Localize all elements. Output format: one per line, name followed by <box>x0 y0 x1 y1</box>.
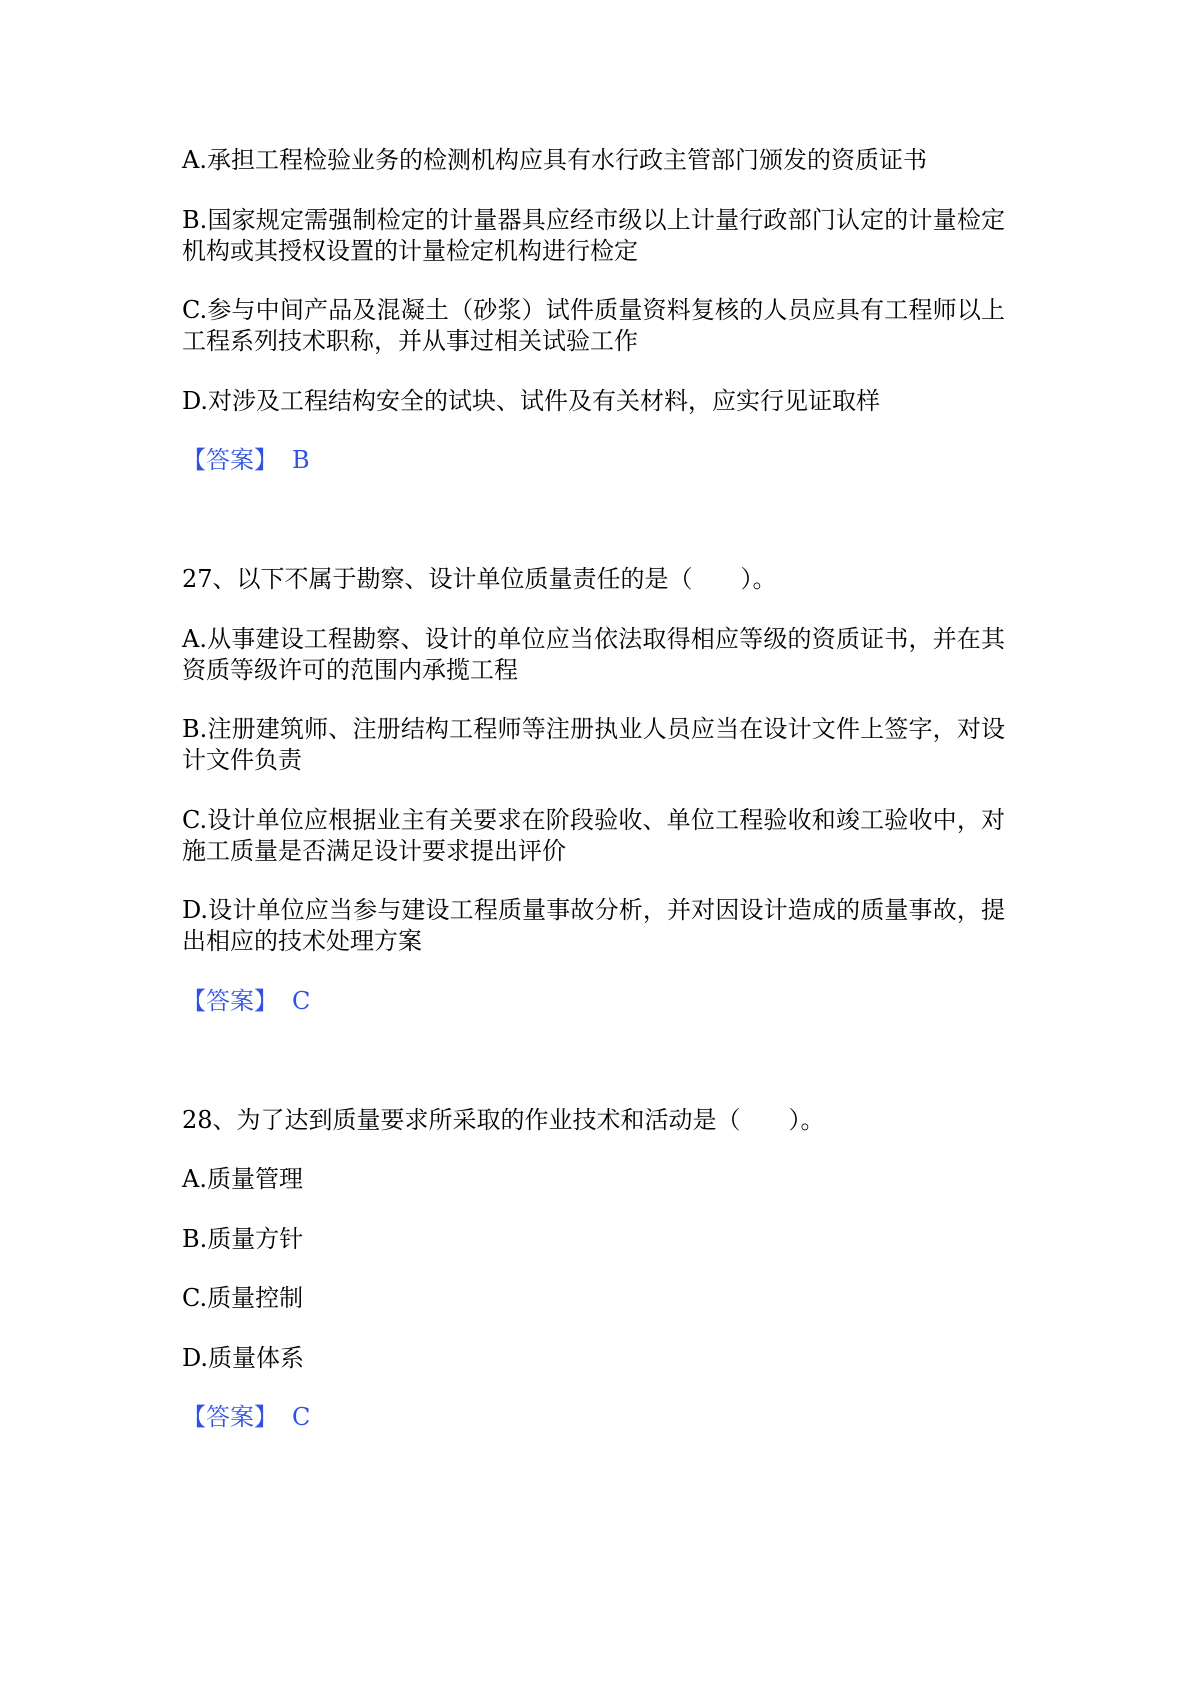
option-a-text-line-2: 资质等级许可的范围内承揽工程 <box>182 655 518 684</box>
option-c-text-line-1: C.设计单位应根据业主有关要求在阶段验收、单位工程验收和竣工验收中，对 <box>182 805 1005 834</box>
question-block <box>182 564 1005 1045</box>
option-a <box>182 1164 1005 1195</box>
question-stem-text: 27、以下不属于勘察、设计单位质量责任的是（ ）。 <box>182 565 777 593</box>
answer-value: C <box>292 1403 311 1431</box>
option-c-text-line-1: C.参与中间产品及混凝土（砂浆）试件质量资料复核的人员应具有工程师以上 <box>182 296 1005 324</box>
answer-label: 【答案】 <box>182 986 278 1015</box>
option-d-text: D.对涉及工程结构安全的试块、试件及有关材料，应实行见证取样 <box>182 386 881 415</box>
option-b-text: B.质量方针 <box>182 1224 304 1253</box>
option-c-text-line-2: 施工质量是否满足设计要求提出评价 <box>182 836 566 865</box>
option-b <box>182 714 1005 776</box>
option-b-text-line-2: 计文件负责 <box>182 746 302 774</box>
answer-label: 【答案】 <box>182 1403 278 1431</box>
option-a-text-line-1: A.从事建设工程勘察、设计的单位应当依法取得相应等级的资质证书，并在其 <box>182 624 1005 653</box>
option-b <box>182 205 1005 267</box>
option-b-text-line-1: B.国家规定需强制检定的计量器具应经市级以上计量行政部门认定的计量检定 <box>182 205 1005 234</box>
answer-value: C <box>292 986 311 1015</box>
question-stem-text: 28、为了达到质量要求所采取的作业技术和活动是（ ）。 <box>182 1105 825 1134</box>
option-a-text: A.质量管理 <box>182 1165 303 1193</box>
option-a-text: A.承担工程检验业务的检测机构应具有水行政主管部门颁发的资质证书 <box>182 146 927 174</box>
option-b-text-line-2: 机构或其授权设置的计量检定机构进行检定 <box>182 236 638 265</box>
option-d <box>182 386 1005 417</box>
option-a <box>182 624 1005 686</box>
question-stem <box>182 564 1005 595</box>
option-d <box>182 1343 1005 1374</box>
option-a <box>182 145 1005 176</box>
answer-line <box>182 1402 1005 1433</box>
option-b-text-line-1: B.注册建筑师、注册结构工程师等注册执业人员应当在设计文件上签字，对设 <box>182 715 1005 743</box>
answer-value: B <box>292 446 310 474</box>
answer-line <box>182 445 1005 476</box>
answer-line <box>182 986 1005 1017</box>
question-stem <box>182 1105 1005 1136</box>
option-c-text: C.质量控制 <box>182 1284 304 1312</box>
question-block <box>182 145 1005 505</box>
option-c-text-line-2: 工程系列技术职称，并从事过相关试验工作 <box>182 327 638 355</box>
option-d-text-line-2: 出相应的技术处理方案 <box>182 927 422 955</box>
option-b <box>182 1224 1005 1255</box>
answer-label: 【答案】 <box>182 446 278 474</box>
option-d-text-line-1: D.设计单位应当参与建设工程质量事故分析，并对因设计造成的质量事故，提 <box>182 896 1005 924</box>
option-c <box>182 295 1005 357</box>
option-c <box>182 1283 1005 1314</box>
question-block <box>182 1105 1005 1462</box>
option-d-text: D.质量体系 <box>182 1343 305 1372</box>
option-c <box>182 805 1005 867</box>
option-d <box>182 895 1005 957</box>
